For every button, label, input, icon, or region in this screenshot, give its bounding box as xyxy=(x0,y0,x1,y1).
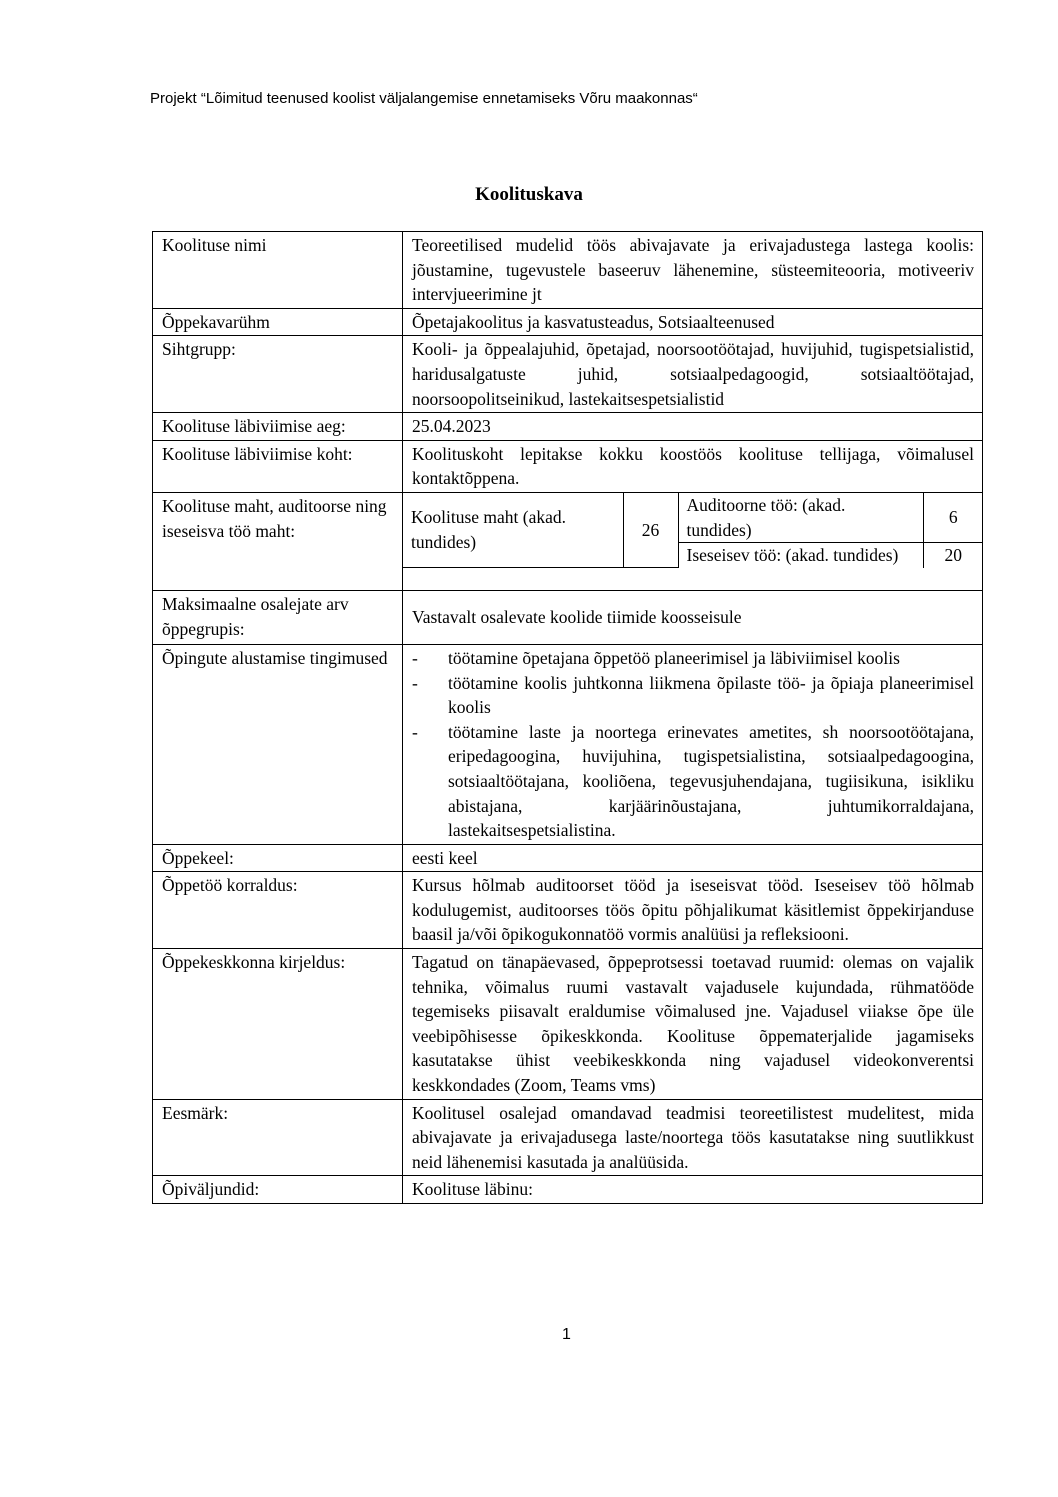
value-learning-outcomes: Koolituse läbinu: xyxy=(403,1176,983,1204)
label-learning-outcomes: Õpiväljundid: xyxy=(153,1176,403,1204)
row-entry-conditions xyxy=(153,644,983,844)
list-item: - töötamine õpetajana õppetöö planeerimisel ja läbiviimisel koolis xyxy=(412,646,974,671)
row-training-volume xyxy=(153,492,983,590)
value-curriculum-group: Õpetajakoolitus ja kasvatusteadus, Sotsiaalteenused xyxy=(403,308,983,336)
label-environment: Õppekeskkonna kirjeldus: xyxy=(153,949,403,1100)
value-organisation: Kursus hõlmab auditoorset tööd ja iseseisvat tööd. Iseseisev töö hõlmab kodulugemist, auditoorses töös õpitu põhjalikumat käsitlemist õppekirjanduse baasil ja/või õpikogukonnatöö vormis analüüsi ja refleksiooni. xyxy=(403,872,983,949)
total-volume-value: 26 xyxy=(623,493,678,568)
volume-cell xyxy=(403,492,983,590)
label-organisation: Õppetöö korraldus: xyxy=(153,872,403,949)
row-target-group xyxy=(153,336,983,413)
value-entry-conditions xyxy=(403,644,983,844)
curriculum-table xyxy=(152,231,983,1204)
row-curriculum-group xyxy=(153,308,983,336)
label-goal: Eesmärk: xyxy=(153,1099,403,1176)
value-training-location: Koolituskoht lepitakse kokku koostöös koolituse tellijaga, võimalusel kontaktõppena. xyxy=(403,440,983,492)
row-organisation xyxy=(153,872,983,949)
label-max-participants: Maksimaalne osalejate arv õppegrupis: xyxy=(153,590,403,644)
row-training-name xyxy=(153,232,983,309)
value-target-group: Kooli- ja õppealajuhid, õpetajad, noorsootöötajad, huvijuhid, tugispetsialistid, haridusalgatuste juhid, sotsiaalpedagoogid, sotsiaaltöötajad, noorsoopolitseinikud, lastekaitsespetsialistid xyxy=(403,336,983,413)
volume-subtable xyxy=(403,493,983,568)
row-learning-outcomes xyxy=(153,1176,983,1204)
row-training-date xyxy=(153,413,983,441)
conditions-list xyxy=(412,646,974,843)
independent-work-value: 20 xyxy=(923,543,983,568)
value-training-name: Teoreetilised mudelid töös abivajavate ja erivajadustega lastega koolis: jõustamine, tugevustele baseeruv lähenemine, süsteemiteooria, motiveeriv intervjueerimine jt xyxy=(403,232,983,309)
label-training-volume: Koolituse maht, auditoorse ning iseseisva töö maht: xyxy=(153,492,403,590)
independent-work-label: Iseseisev töö: (akad. tundides) xyxy=(678,543,923,568)
label-entry-conditions: Õpingute alustamise tingimused xyxy=(153,644,403,844)
label-training-date: Koolituse läbiviimise aeg: xyxy=(153,413,403,441)
row-environment xyxy=(153,949,983,1100)
label-curriculum-group: Õppekavarühm xyxy=(153,308,403,336)
value-goal: Koolitusel osalejad omandavad teadmisi teoreetilistest mudelitest, mida abivajavate ja erivajadusega laste/noortega töös kasutatakse ning suutlikkust neid lähenemisi kasutada ja analüüsida. xyxy=(403,1099,983,1176)
row-max-participants xyxy=(153,590,983,644)
list-item: - töötamine koolis juhtkonna liikmena õpilaste töö- ja õpiaja planeerimisel koolis xyxy=(412,671,974,720)
page-header: Projekt “Lõimitud teenused koolist väljalangemise ennetamiseks Võru maakonnas“ xyxy=(150,90,698,107)
auditory-work-value: 6 xyxy=(923,493,983,543)
value-training-date: 25.04.2023 xyxy=(403,413,983,441)
row-language xyxy=(153,844,983,872)
value-environment: Tagatud on tänapäevased, õppeprotsessi toetavad ruumid: olemas on vajalik tehnika, võimalus ruumi vastavalt vajadusele kujundada, rühmatööde tegemiseks piisavalt eraldumise võimalused jne. Vajadusel viiakse õpe üle veebipõhisesse õpikeskkonda. Koolituse õppematerjalide jagamiseks kasutatakse ühist veebikeskkonda ning vajadusel videokonverentsi keskkondades (Zoom, Teams vms) xyxy=(403,949,983,1100)
value-language: eesti keel xyxy=(403,844,983,872)
label-training-name: Koolituse nimi xyxy=(153,232,403,309)
label-target-group: Sihtgrupp: xyxy=(153,336,403,413)
total-volume-label: Koolituse maht (akad. tundides) xyxy=(403,493,623,568)
label-language: Õppekeel: xyxy=(153,844,403,872)
label-training-location: Koolituse läbiviimise koht: xyxy=(153,440,403,492)
value-max-participants: Vastavalt osalevate koolide tiimide koosseisule xyxy=(403,590,983,644)
auditory-work-label: Auditoorne töö: (akad. tundides) xyxy=(678,493,923,543)
row-goal xyxy=(153,1099,983,1176)
row-training-location xyxy=(153,440,983,492)
page-number: 1 xyxy=(562,1326,571,1343)
document-title: Koolituskava xyxy=(475,184,583,205)
list-item: - töötamine laste ja noortega erinevates ametites, sh noorsootöötajana, eripedagoogina, huvijuhina, tugispetsialistina, sotsiaalpedagoogina, sotsiaaltöötajana, kooliõena, tegevusjuhendajana, tugiisikuna, isikliku abistajana, karjäärinõustajana, juhtumikorraldajana, lastekaitsespetsialistina. xyxy=(412,720,974,843)
